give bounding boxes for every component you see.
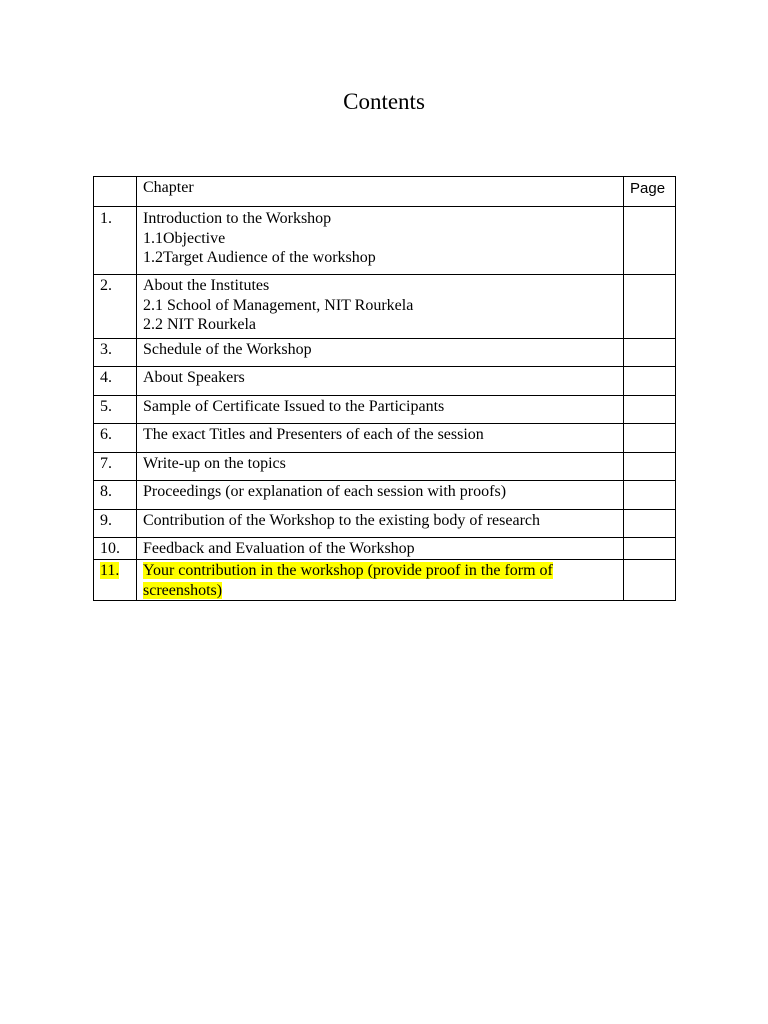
chapter-line: About Speakers	[143, 369, 245, 386]
chapter-cell	[137, 538, 624, 560]
chapter-line: The exact Titles and Presenters of each of the session	[143, 426, 484, 443]
chapter-cell	[137, 367, 624, 396]
chapter-line: Sample of Certificate Issued to the Participants	[143, 398, 445, 415]
table-row	[94, 339, 676, 367]
page-cell	[624, 453, 676, 481]
page-cell	[624, 339, 676, 367]
page-title: Contents	[343, 89, 425, 114]
chapter-cell	[137, 275, 624, 339]
row-number	[94, 560, 137, 601]
table-row	[94, 367, 676, 396]
table-row	[94, 275, 676, 339]
chapter-cell	[137, 510, 624, 538]
page-header: Page	[624, 177, 676, 207]
table-row	[94, 424, 676, 453]
chapter-line: 2.1 School of Management, NIT Rourkela	[143, 296, 414, 314]
row-number: 4.	[94, 367, 137, 396]
chapter-cell	[137, 481, 624, 510]
chapter-line: Contribution of the Workshop to the existing body of research	[143, 512, 541, 529]
row-number: 1.	[94, 207, 137, 275]
row-number: 9.	[94, 510, 137, 538]
page-cell	[624, 481, 676, 510]
page-cell	[624, 560, 676, 601]
chapter-line: Introduction to the Workshop	[143, 210, 332, 227]
row-number: 3.	[94, 339, 137, 367]
highlighted-chapter-line: Your contribution in the workshop (provide proof in the form of	[143, 562, 553, 579]
table-row	[94, 481, 676, 510]
chapter-cell	[137, 560, 624, 601]
page-cell	[624, 207, 676, 275]
chapter-line: Write-up on the topics	[143, 455, 286, 472]
table-row	[94, 207, 676, 275]
number-header-cell	[94, 177, 137, 207]
chapter-cell	[137, 339, 624, 367]
page-cell	[624, 367, 676, 396]
table-row	[94, 396, 676, 424]
chapter-header: Chapter	[137, 177, 624, 207]
chapter-line: Proceedings (or explanation of each session with proofs)	[143, 483, 507, 500]
table-row	[94, 510, 676, 538]
chapter-cell	[137, 396, 624, 424]
row-number: 7.	[94, 453, 137, 481]
chapter-line: 2.2 NIT Rourkela	[143, 316, 257, 333]
row-number: 2.	[94, 275, 137, 339]
table-row	[94, 560, 676, 601]
page-cell	[624, 275, 676, 339]
page-cell	[624, 510, 676, 538]
page-cell	[624, 424, 676, 453]
chapter-line: 1.2Target Audience of the workshop	[143, 249, 376, 266]
page-cell	[624, 396, 676, 424]
chapter-line: 1.1Objective	[143, 229, 226, 247]
chapter-line: Feedback and Evaluation of the Workshop	[143, 540, 415, 557]
chapter-line: About the Institutes	[143, 277, 270, 294]
chapter-cell	[137, 453, 624, 481]
table-row	[94, 453, 676, 481]
contents-table	[93, 176, 676, 601]
row-number: 8.	[94, 481, 137, 510]
page-cell	[624, 538, 676, 560]
chapter-cell	[137, 207, 624, 275]
row-number: 5.	[94, 396, 137, 424]
chapter-line: Schedule of the Workshop	[143, 341, 312, 358]
row-number: 6.	[94, 424, 137, 453]
header-row	[94, 177, 676, 207]
highlighted-chapter-line: screenshots)	[143, 581, 223, 599]
row-number: 10.	[94, 538, 137, 560]
chapter-cell	[137, 424, 624, 453]
highlighted-number: 11.	[100, 562, 120, 579]
table-row	[94, 538, 676, 560]
